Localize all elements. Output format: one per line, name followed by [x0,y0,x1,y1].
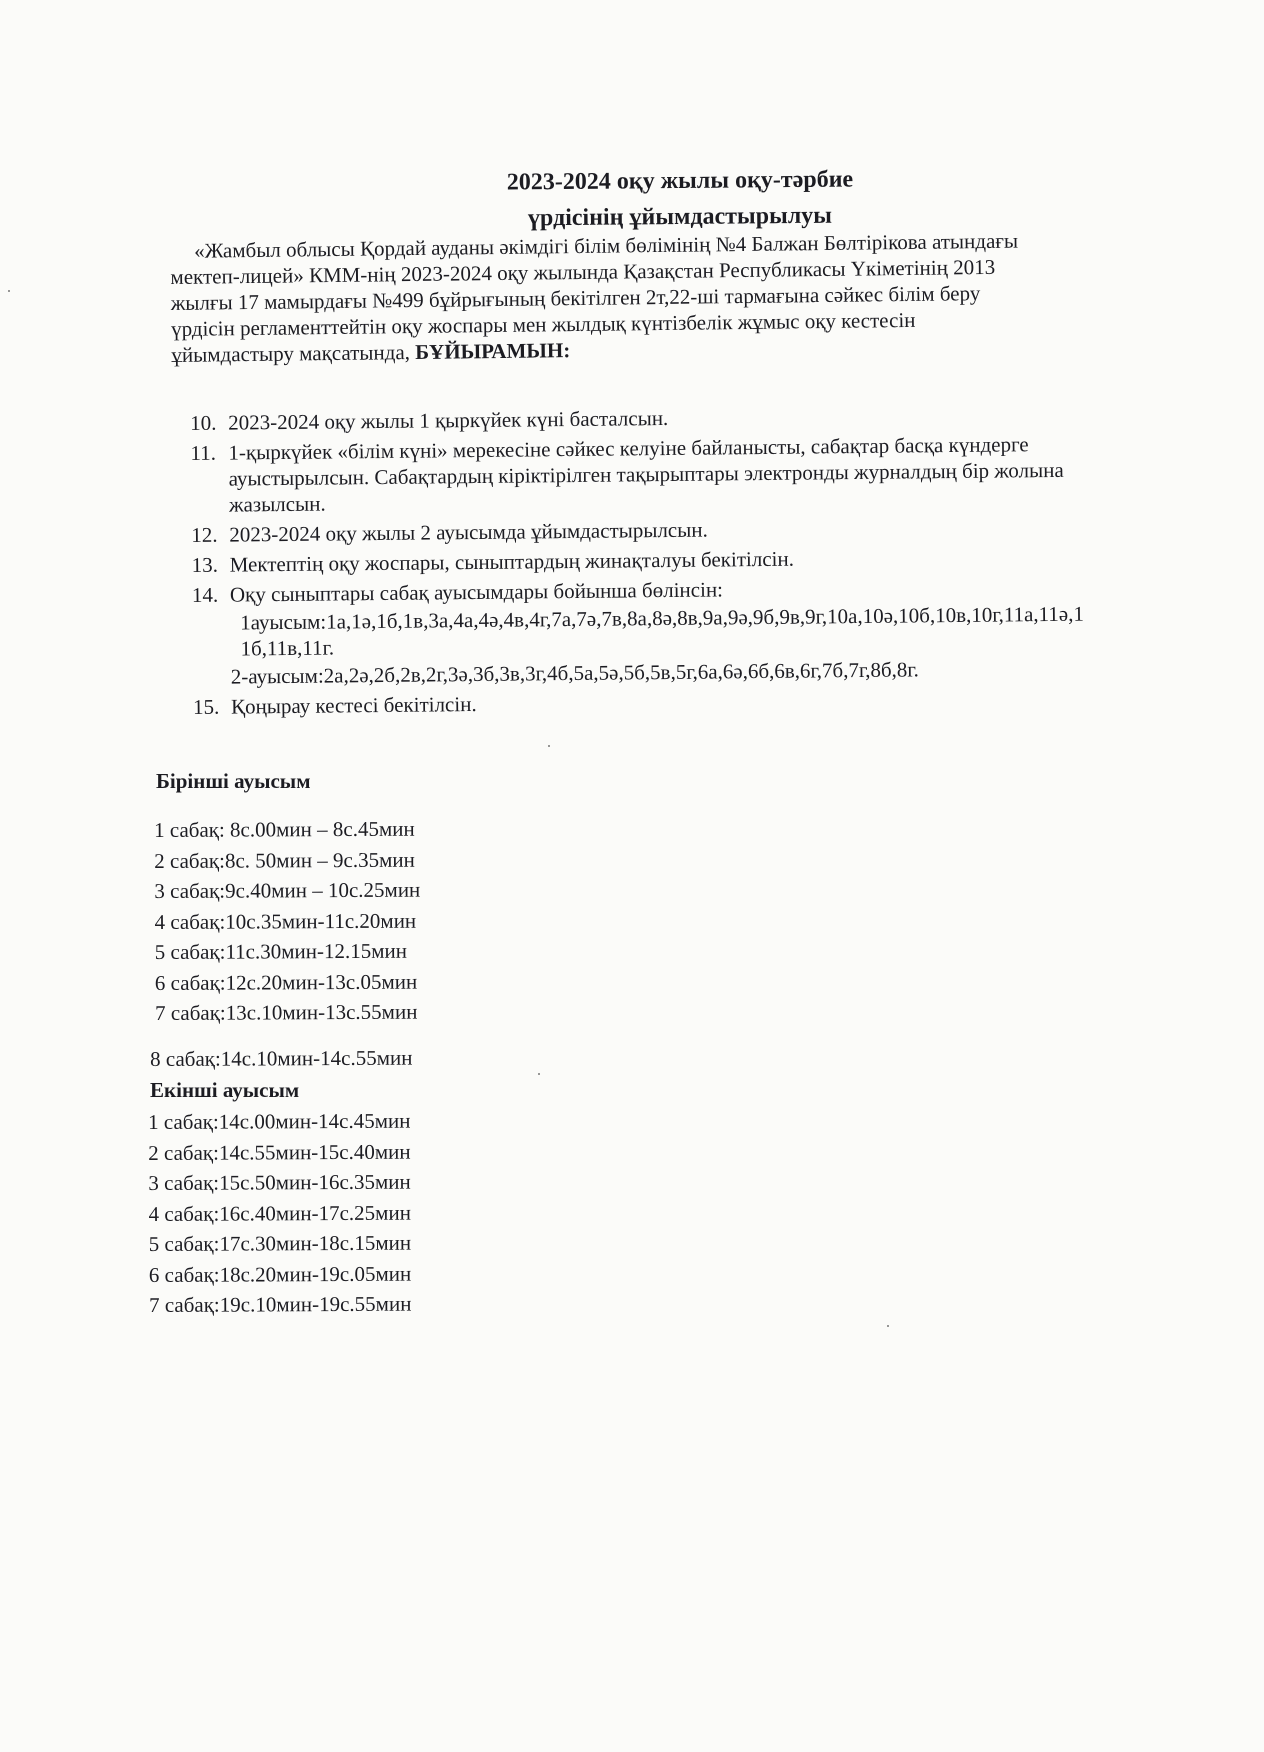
schedule-row: 8 сабақ:14с.10мин-14с.55мин [150,1045,413,1071]
order-text: Оқу сыныптары сабақ ауысымдары бойынша бөлінсін: [229,577,724,607]
order-item [193,685,1093,720]
schedule-row: 7 сабақ:19с.10мин-19с.55мин [148,1291,412,1317]
document-title-line-2: үрдісінің ұйымдастырылуы [527,202,833,232]
scan-speck [8,290,10,292]
order-number: 12. [191,522,218,547]
order-text: Қоңырау кестесі бекітілсін. [230,692,477,719]
shift1-schedule-last [150,1043,413,1075]
order-item [192,573,1093,690]
shift2-class-list: 2-ауысым:2а,2ә,2б,2в,2г,3ә,3б,3в,3г,4б,5а,5ә,5б,5в,5г,6а,6ә,6б,6в,6г,7б,7г,8б,8г. [230,657,919,689]
scan-speck [538,1073,540,1075]
schedule-row: 3 сабақ:9с.40мин – 10с.25мин [154,877,421,903]
order-number: 14. [191,582,219,607]
schedule-row: 4 сабақ:16с.40мин-17с.25мин [148,1200,411,1226]
intro-paragraph [170,226,1142,368]
order-text: 2023-2024 оқу жылы 1 қыркүйек күні басталсын. [228,405,669,435]
shift1-class-list: 1ауысым:1а,1ә,1б,1в,3а,4а,4ә,4в,4г,7а,7ә,7в,8а,8ә,8в,9а,9ә,9б,9в,9г,10а,10ә,10б,10в,10г,11а,11ә,11б,11в,11г. [240,601,1085,661]
schedule-row: 5 сабақ:17с.30мин-18с.15мин [148,1230,412,1256]
intro-line: жылғы 17 мамырдағы №499 бұйрығының бекітілген 2т,22-ші тармағына сәйкес білім беру [170,281,981,315]
order-item [191,543,1091,578]
shift2-schedule [148,1106,411,1321]
schedule-row: 1 сабақ:14с.00мин-14с.45мин [148,1108,411,1134]
shift1-heading: Бірінші ауысым [156,769,311,793]
order-list [190,401,1093,724]
scan-speck [887,1325,889,1327]
document-title-line-1: 2023-2024 оқу жылы оқу-тәрбие [506,166,854,196]
order-item [190,431,1091,518]
schedule-row: 4 сабақ:10с.35мин-11с.20мин [154,908,417,934]
order-keyword: БҰЙЫРАМЫН: [415,338,571,365]
schedule-row: 2 сабақ:14с.55мин-15с.40мин [148,1139,411,1165]
schedule-row: 7 сабақ:13с.10мин-13с.55мин [154,999,418,1025]
order-number: 11. [190,440,217,465]
schedule-row: 5 сабақ:11с.30мин-12.15мин [154,938,408,964]
order-item [190,401,1090,436]
schedule-row: 1 сабақ: 8с.00мин – 8с.45мин [154,816,415,842]
shift2-heading: Екінші ауысым [150,1078,300,1102]
order-text: Мектептің оқу жоспары, сыныптардың жинақталуы бекітілсін. [229,546,795,577]
order-number: 10. [190,410,217,435]
schedule-row: 2 сабақ:8с. 50мин – 9с.35мин [154,847,415,873]
scan-speck [548,745,550,747]
intro-line: «Жамбыл облысы Қордай ауданы әкімдігі білім бөлімінің №4 Балжан Бөлтірікова атындағы [194,228,1019,263]
order-text: 1-қыркүйек «білім күні» мерекесіне сәйкес келуіне байланысты, сабақтар басқа күндерге ауыстырылсын. Сабақтардың кіріктірілген тақырыптары электронды журналдың бір жолына жазылсын. [228,432,1064,517]
order-text: 2023-2024 оқу жылы 2 ауысымда ұйымдастырылсын. [229,517,708,547]
schedule-row: 3 сабақ:15с.50мин-16с.35мин [148,1169,411,1195]
order-item [191,513,1091,548]
order-number: 15. [192,694,220,719]
schedule-row: 6 сабақ:18с.20мин-19с.05мин [148,1261,412,1287]
shift1-schedule [154,814,421,1029]
order-number: 13. [191,552,218,577]
intro-line-text: ұйымдастыру мақсатында, [171,340,411,367]
intro-line: мектеп-лицей» КММ-нің 2023-2024 оқу жылында Қазақстан Республикасы Үкіметінің 2013 [170,254,996,289]
intro-line: үрдісін регламенттейтін оқу жоспары мен жылдық күнтізбелік жұмыс оқу кестесін [170,307,916,341]
schedule-row: 6 сабақ:12с.20мин-13с.05мин [154,969,418,995]
